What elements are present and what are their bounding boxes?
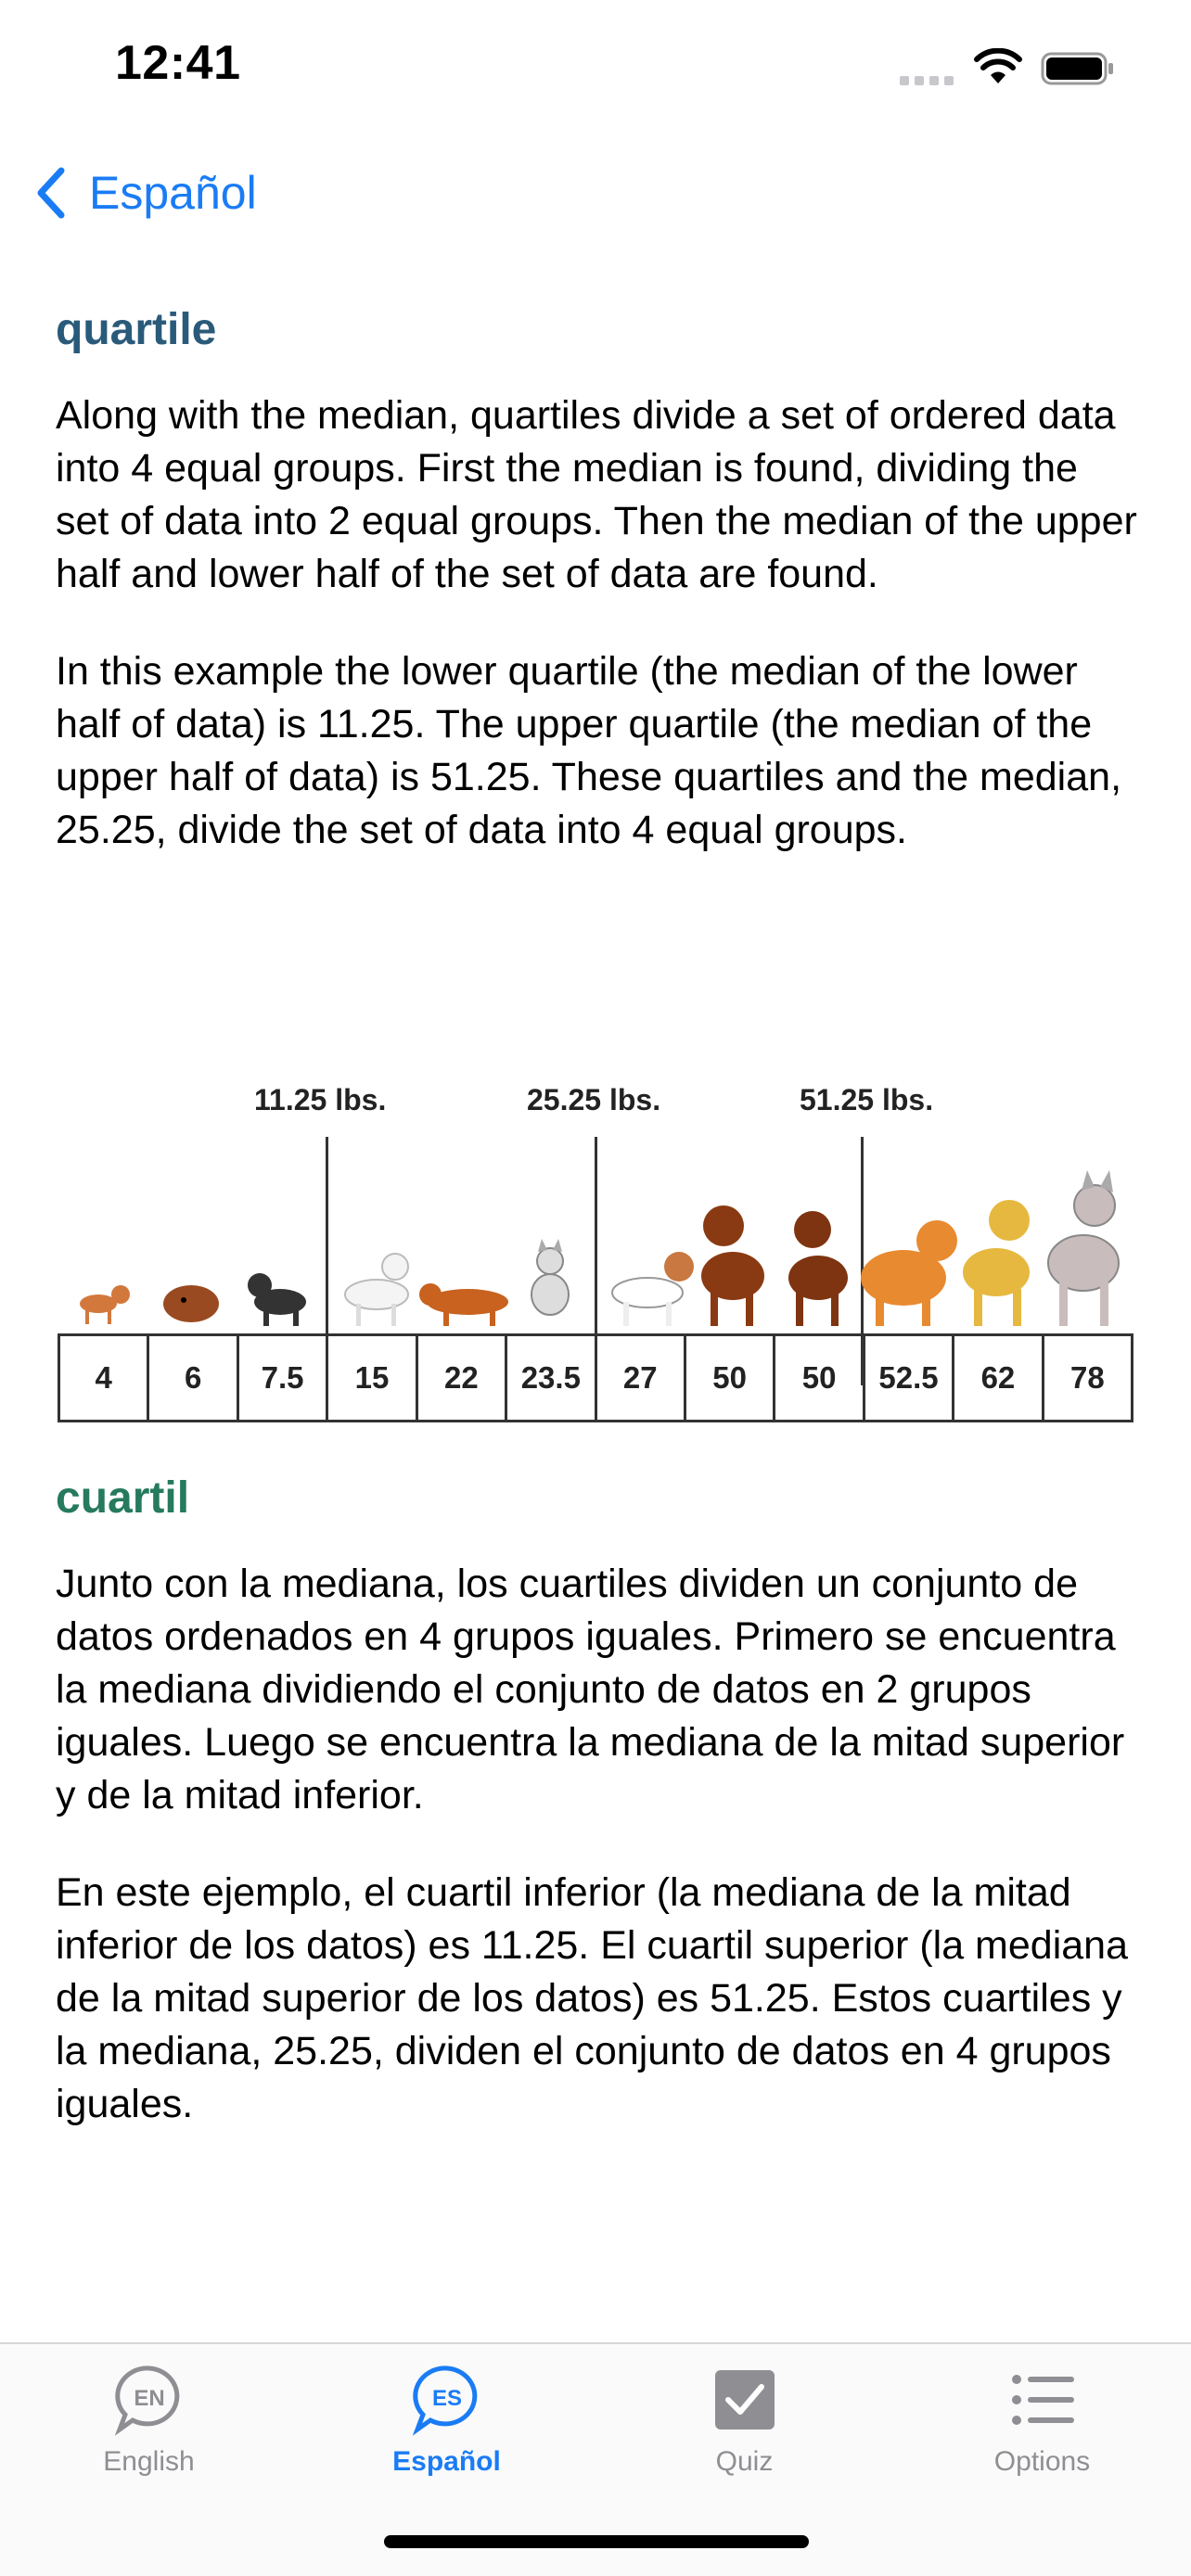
dog-icon (1035, 1170, 1133, 1328)
tab-espanol[interactable] (298, 2363, 596, 2502)
checkbox-icon (708, 2363, 782, 2437)
quartile-dog-illustration (56, 1076, 1137, 1428)
tab-label: Options (993, 2446, 1091, 2477)
dog-icon (241, 1263, 319, 1328)
table-cell: 7.5 (239, 1336, 328, 1420)
status-time: 12:41 (115, 36, 241, 90)
paragraph: Junto con la mediana, los cuartiles dividen un conjunto de datos ordenados en 4 grupos iguales. Primero se encuentra la mediana dividiendo el conjunto de datos en 2 grupos iguales. Luego se encuentra la mediana de la mitad superior y de la mitad inferior. (56, 1562, 1125, 1817)
dog-icon (518, 1239, 583, 1328)
cellular-signal-icon (900, 74, 957, 85)
paragraph: En este ejemplo, el cuartil inferior (la mediana de la mitad inferior de los datos) es 11.25. El cuartil superior (la mediana de la mitad superior de los datos) es 51.25. Estos cuartiles y la mediana, 25.25, dividen el conjunto de datos en 4 grupos iguales. (56, 1870, 1129, 2126)
back-button-label: Español (89, 167, 257, 219)
table-cell: 52.5 (865, 1336, 954, 1420)
dog-icon (69, 1272, 135, 1328)
svg-text:ES: ES (431, 2386, 462, 2411)
tab-english[interactable] (0, 2363, 298, 2502)
term-spanish: cuartil (56, 1473, 190, 1523)
median-label: 25.25 lbs. (527, 1083, 661, 1116)
home-indicator (384, 2535, 809, 2548)
lower-quartile-label: 11.25 lbs. (254, 1083, 387, 1116)
wifi-icon (974, 48, 1022, 85)
tab-label: Quiz (715, 2446, 774, 2477)
table-cell: 50 (775, 1336, 864, 1420)
svg-text:EN: EN (133, 2386, 165, 2411)
table-cell: 27 (597, 1336, 686, 1420)
dog-icon (156, 1276, 226, 1328)
en-bubble-icon (112, 2363, 186, 2437)
tab-quiz[interactable] (596, 2363, 893, 2502)
dog-icon (686, 1198, 775, 1328)
tab-options[interactable] (893, 2363, 1191, 2502)
data-value-table (58, 1333, 1133, 1422)
back-button[interactable] (32, 159, 257, 226)
table-cell: 23.5 (507, 1336, 596, 1420)
entry-english (56, 297, 1141, 857)
term-english: quartile (56, 305, 217, 354)
tab-label: English (103, 2446, 195, 2477)
paragraph: In this example the lower quartile (the median of the lower half of data) is 11.25. The upper quartile (the median of the upper half of data) is 51.25. These quartiles and the median, 25.25, divide the set of data into 4 equal groups. (56, 649, 1122, 852)
table-cell: 4 (60, 1336, 149, 1420)
chevron-left-icon (32, 165, 69, 221)
upper-quartile-label: 51.25 lbs. (800, 1083, 934, 1116)
dog-icon (416, 1272, 519, 1328)
table-cell: 50 (686, 1336, 775, 1420)
es-bubble-icon (410, 2363, 484, 2437)
table-cell: 15 (328, 1336, 417, 1420)
table-cell: 62 (954, 1336, 1044, 1420)
table-cell: 78 (1069, 1360, 1105, 1395)
list-icon (1005, 2363, 1080, 2437)
status-bar (0, 0, 1191, 139)
battery-icon (1041, 52, 1115, 85)
table-cell: 22 (418, 1336, 507, 1420)
dog-icon (952, 1189, 1044, 1328)
table-cell: 6 (149, 1336, 238, 1420)
tab-label: Español (392, 2446, 501, 2477)
entry-spanish (56, 1465, 1141, 2131)
dog-icon (330, 1239, 423, 1328)
paragraph: Along with the median, quartiles divide a set of ordered data into 4 equal groups. First the median is found, dividing the set of data into 2 equal groups. Then the median of the upper half and lower half of the set of data are found. (56, 393, 1137, 596)
dog-icon (848, 1213, 965, 1328)
